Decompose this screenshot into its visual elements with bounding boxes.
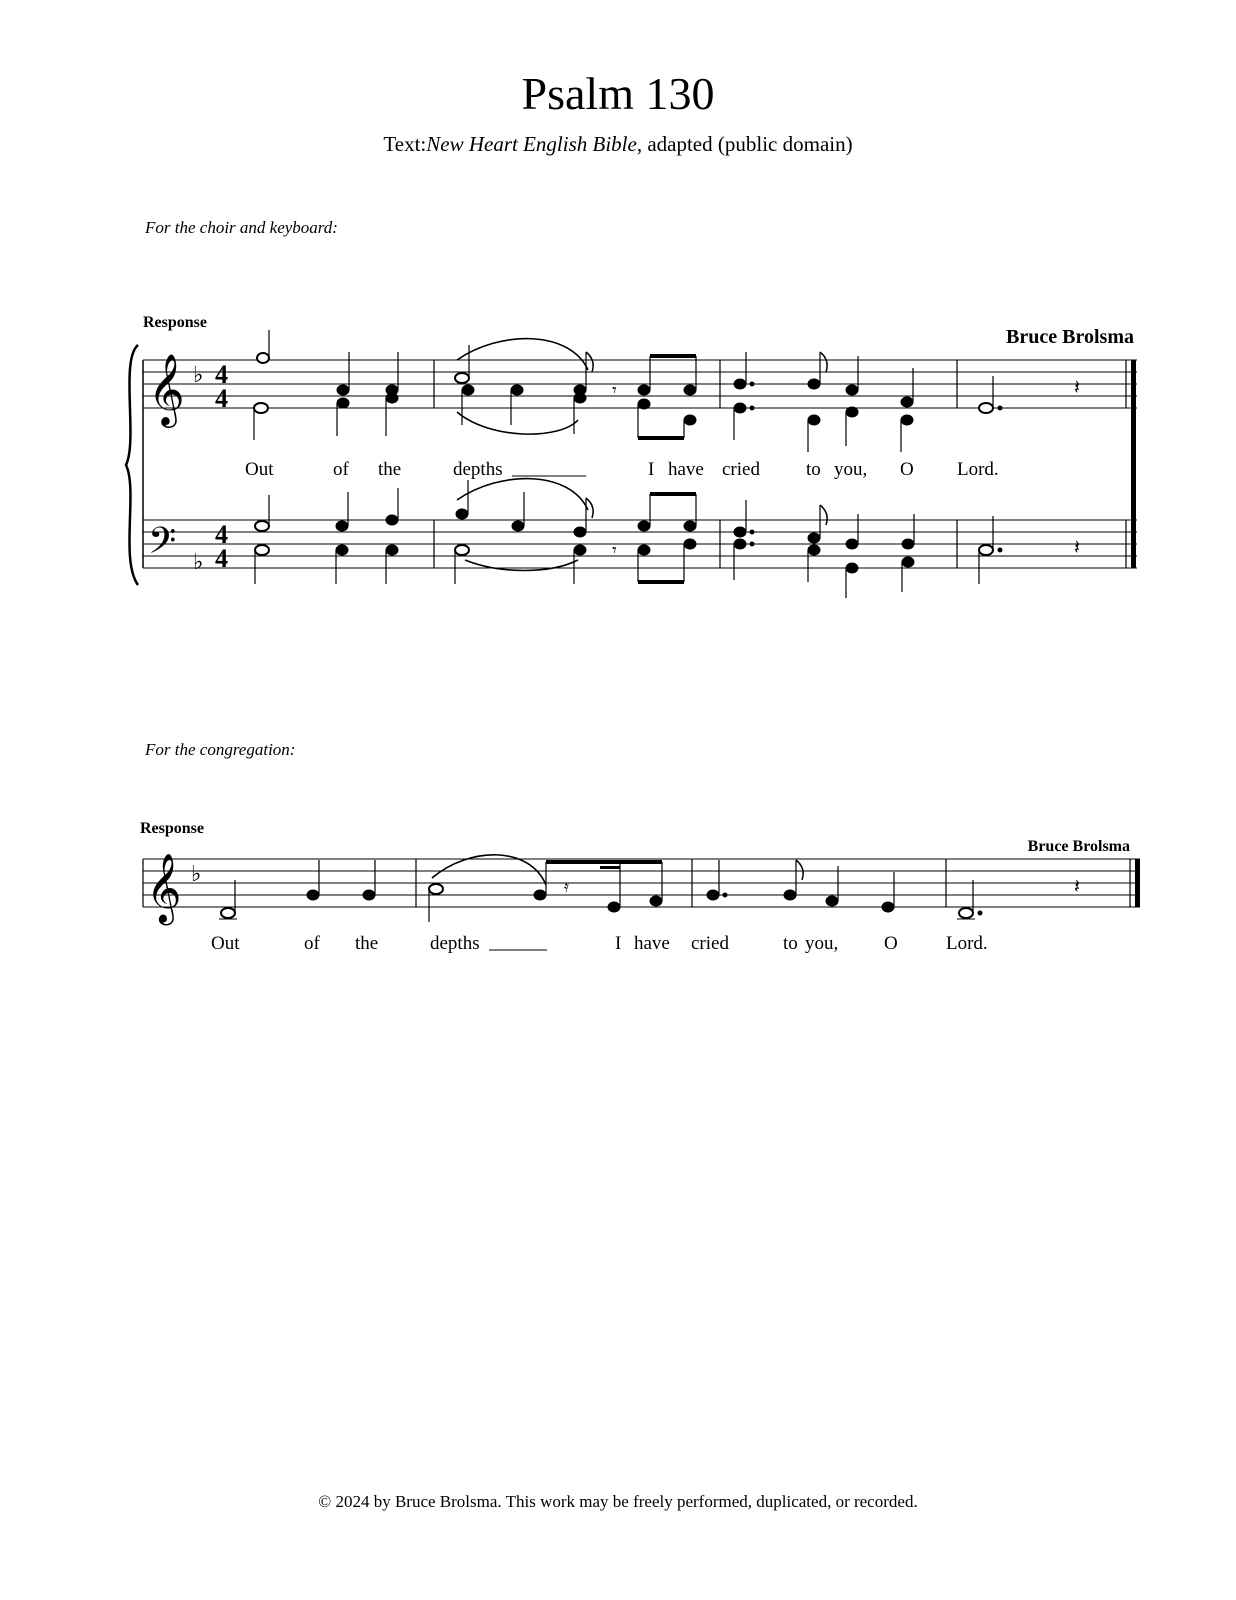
svg-text:𝄿: 𝄿 <box>564 877 569 896</box>
copyright-footer: © 2024 by Bruce Brolsma. This work may be freely performed, duplicated, or recorded. <box>318 1492 918 1511</box>
lyric: Lord. <box>946 933 988 954</box>
key-flat-treble: ♭ <box>193 363 204 388</box>
section-label-congregation: For the congregation: <box>145 740 296 759</box>
lyric: O <box>884 933 898 954</box>
response-label-choir: Response <box>143 314 208 331</box>
time-sig-top-bass: 4 <box>215 520 228 549</box>
congregation-staff-lines <box>143 859 1140 907</box>
svg-text:𝄽: 𝄽 <box>1074 375 1081 399</box>
lyric: have <box>668 459 704 480</box>
bass-clef: 𝄢 <box>148 520 177 571</box>
svg-text:𝄽: 𝄽 <box>1074 874 1081 898</box>
lyric: I <box>615 933 622 954</box>
svg-text:𝄾: 𝄾 <box>612 380 617 401</box>
lyric: the <box>378 459 402 480</box>
lyric: to <box>806 459 821 480</box>
time-sig-top-treble: 4 <box>215 360 228 389</box>
time-sig-bottom-bass: 4 <box>215 544 228 573</box>
text-credit-prefix: Text: <box>383 132 427 156</box>
lyric: cried <box>691 933 729 954</box>
svg-text:𝄽: 𝄽 <box>1074 535 1081 559</box>
congregation-notes <box>219 855 1080 922</box>
treble-clef: 𝄞 <box>148 352 185 425</box>
lyric: Out <box>245 459 274 480</box>
lyric: of <box>333 459 349 480</box>
section-label-choir: For the choir and keyboard: <box>145 218 338 237</box>
treble-clef: 𝄞 <box>146 853 182 923</box>
response-label-congregation: Response <box>140 820 205 837</box>
page-title: Psalm 130 <box>521 68 715 119</box>
lyrics-congregation <box>211 933 988 954</box>
lyric: cried <box>722 459 760 480</box>
lyric: I <box>648 459 655 480</box>
lyric: you, <box>805 933 839 954</box>
svg-text:𝄾: 𝄾 <box>612 540 617 561</box>
lyric: Lord. <box>957 459 999 480</box>
bass-notes <box>255 479 1080 598</box>
lyrics-choir <box>245 459 999 480</box>
text-credit-source: New Heart English Bible <box>426 132 637 156</box>
lyric: O <box>900 459 914 480</box>
key-flat-bass: ♭ <box>193 550 204 575</box>
congregation-staff <box>143 859 1140 907</box>
composer-credit-congregation: Bruce Brolsma <box>1027 838 1130 855</box>
lyric: Out <box>211 933 240 954</box>
time-sig-bottom-treble: 4 <box>215 384 228 413</box>
lyric: you, <box>834 459 868 480</box>
lyric: depths <box>430 933 480 954</box>
final-barline <box>1131 360 1136 568</box>
barlines <box>434 360 1126 568</box>
lyric: have <box>634 933 670 954</box>
lyric: depths <box>453 459 503 480</box>
lyric: to <box>783 933 798 954</box>
lyric: the <box>355 933 379 954</box>
treble-notes <box>254 330 1080 452</box>
key-flat: ♭ <box>191 862 202 887</box>
text-credit-suffix: , adapted (public domain) <box>636 132 853 156</box>
composer-credit-choir: Bruce Brolsma <box>1006 326 1134 348</box>
system-brace <box>126 345 138 585</box>
lyric: of <box>304 933 320 954</box>
